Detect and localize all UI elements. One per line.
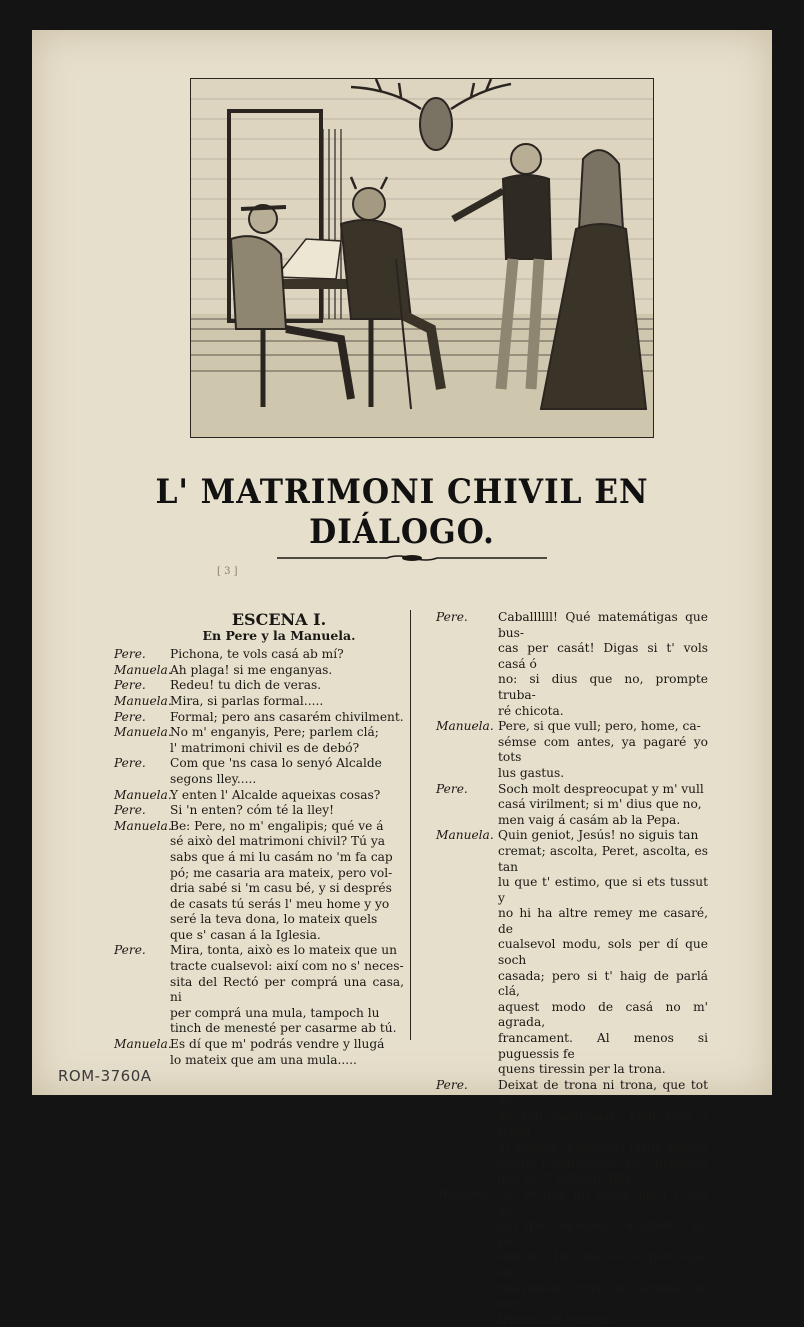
speaker-name: [436, 1218, 498, 1249]
speaker-name: [114, 741, 170, 757]
speaker-name: Manuela.: [436, 828, 494, 843]
dialogue-text: Mira, si parlas formal.....: [170, 693, 324, 708]
dialogue-text: Pichona, te vols casá ab mí?: [170, 647, 344, 662]
dialogue-text: Be: Pere, no m' engalipis; qué ve á: [170, 818, 384, 833]
dialogue-text: cas per casát! Digas si t' vols casá ó: [498, 641, 708, 671]
speaker-name: [114, 897, 170, 913]
speaker-name: [436, 937, 498, 968]
dialogue-text: Com que 'ns casa lo senyó Alcalde: [170, 756, 382, 771]
speaker-name: [436, 1031, 498, 1062]
dialogue-line: [114, 678, 404, 694]
dialogue-text: sabs que á mi lu casám no 'm fa cap: [170, 849, 393, 864]
dialogue-line: [436, 782, 708, 798]
broadside-sheet: [32, 30, 772, 1326]
right-column: [436, 610, 708, 1327]
speaker-name: [114, 834, 170, 850]
speaker-name: [436, 1171, 498, 1187]
dialogue-text: No sé que mi tinch, pero l' cor me: [498, 1186, 708, 1217]
dialogue-line: [436, 1031, 708, 1062]
dialogue-line: [114, 1021, 404, 1037]
dialogue-text: Deixat de trona ni trona, que tot ai-: [498, 1077, 708, 1108]
dialogue-text: Quin geniot, Jesús! no siguis tan: [498, 828, 699, 843]
dialogue-text: segons lley.....: [170, 771, 257, 786]
speaker-name: Pere.: [114, 678, 146, 693]
dialogue-line: [436, 969, 708, 1000]
dialogue-text: al Alcalde, y aqueixa tarde mateix: [498, 1140, 708, 1155]
document-title: L' MATRIMONI CHIVIL EN DIÁLOGO.: [155, 472, 649, 552]
speaker-name: [436, 797, 498, 813]
speaker-name: Pere.: [436, 610, 468, 624]
dialogue-line: [114, 772, 404, 788]
dialogue-line: [114, 694, 404, 710]
dialogue-text: que s' casan á la Iglesia.: [170, 927, 321, 942]
dialogue-text: tinch de menesté per casarme ab tú.: [170, 1021, 397, 1036]
dialogue-line: [436, 797, 708, 813]
dialogue-text: xó son caralladas. Men vaig á trobá: [498, 1109, 708, 1139]
dialogue-line: [114, 647, 404, 663]
speaker-name: [436, 813, 498, 829]
dialogue-line: [114, 897, 404, 913]
speaker-name: [436, 766, 498, 782]
speaker-name: [114, 1006, 170, 1022]
dialogue-text: de casats tú serás l' meu home y yo: [170, 896, 390, 911]
dialogue-line: [436, 1078, 708, 1109]
column-divider: [410, 610, 411, 1040]
dialogue-line: [436, 875, 708, 906]
dialogue-line: [114, 1006, 404, 1022]
left-column: [114, 610, 404, 1068]
ornamental-rule: [277, 554, 547, 562]
speaker-name: [436, 735, 498, 766]
dialogue-text: no: si dius que no, prompte truba-: [498, 672, 708, 702]
speaker-name: Pere.: [114, 709, 146, 724]
dialogue-text: Mira, tonta, això es lo mateix que un: [170, 943, 397, 958]
dialogue-text: aquest modo de casá no m' agrada,: [498, 999, 708, 1030]
speaker-name: [436, 1062, 498, 1078]
dialogue-text: sita del Rectó per comprá una casa, ni: [170, 974, 404, 1005]
speaker-name: [114, 1053, 170, 1069]
speaker-name: Manuela.: [114, 1037, 172, 1052]
speaker-name: Manuela.: [436, 719, 494, 734]
dialogue-line: [436, 1187, 708, 1218]
speaker-name: [436, 1249, 498, 1280]
speaker-name: [114, 928, 170, 944]
dialogue-line: [436, 937, 708, 968]
dialogue-text: trimoni de gossos.: [498, 1311, 612, 1326]
speaker-name: [114, 912, 170, 928]
dialogue-line: [114, 663, 404, 679]
dialogue-line: [114, 788, 404, 804]
speaker-name: [436, 641, 498, 672]
speaker-name: [114, 1021, 170, 1037]
speaker-name: Manuela.: [114, 693, 172, 708]
speaker-name: [114, 772, 170, 788]
dialogue-text: pó; me casaria ara mateix, pero vol-: [170, 865, 393, 880]
dialogue-list-right: [436, 610, 708, 1327]
dialogue-line: [436, 1156, 708, 1172]
dialogue-line: [436, 766, 708, 782]
speaker-name: [436, 704, 498, 720]
speaker-name: [436, 875, 498, 906]
dialogue-text: l' matrimoni chivil es de debó?: [170, 740, 360, 755]
page-number: [ 3 ]: [217, 566, 238, 577]
dialogue-line: [436, 1000, 708, 1031]
dialogue-line: [436, 828, 708, 844]
dialogue-line: [114, 975, 404, 1006]
dialogue-line: [436, 1109, 708, 1140]
dialogue-line: [114, 819, 404, 835]
speaker-name: Manuela.: [114, 725, 172, 740]
dialogue-line: [114, 725, 404, 741]
dialogue-text: cualsevol modu, sols per dí que soch: [498, 937, 708, 968]
dialogue-text: per comprá una mula, tampoch lu: [170, 1005, 380, 1020]
dialogue-line: [114, 834, 404, 850]
speaker-name: Manuela.: [114, 662, 172, 677]
dialogue-text: sémse com antes, ya pagaré yo tots: [498, 734, 708, 765]
speaker-name: Manuela.: [114, 818, 172, 833]
dialogue-text: Y enten l' Alcalde aqueixas cosas?: [170, 787, 381, 802]
dialogue-line: [436, 672, 708, 703]
dialogue-text: diu que aqueixos casaments no po-: [498, 1218, 708, 1248]
dialogue-text: Pere, si que vull; pero, home, ca-: [498, 719, 701, 734]
dialogue-text: no hi ha altre remey me casaré, de: [498, 906, 708, 936]
speaker-name: [436, 1156, 498, 1172]
dialogue-line: [436, 1312, 708, 1327]
dialogue-text: lu que t' estimo, que si ets tussut y: [498, 875, 708, 905]
dialogue-line: [436, 844, 708, 875]
dialogue-text: quens tiressin per la trona.: [498, 1062, 666, 1077]
dialogue-line: [114, 741, 404, 757]
dialogue-text: tracte cualsevol: així com no s' neces-: [170, 959, 404, 974]
dialogue-text: dria sabé si 'm casu bé, y si després: [170, 881, 392, 896]
speaker-name: [436, 844, 498, 875]
dialogue-text: den aná bé. Que sé jo; pero això del: [498, 1249, 708, 1279]
dialogue-line: [114, 881, 404, 897]
speaker-name: Pere.: [114, 756, 146, 771]
speaker-name: Manuela.: [436, 1186, 494, 1201]
dialogue-line: [114, 710, 404, 726]
speaker-name: [436, 1312, 498, 1327]
dialogue-text: casada; pero si t' haig de parlá clá,: [498, 968, 708, 999]
scene-heading: ESCENA I.: [231, 610, 327, 629]
dialogue-text: lo mateix que am una mula.....: [170, 1052, 357, 1067]
speaker-name: [436, 906, 498, 937]
dialogue-line: [436, 1218, 708, 1249]
dialogue-line: [114, 1037, 404, 1053]
dialogue-text: sé això del matrimoni chivil? Tú ya: [170, 834, 386, 849]
dialogue-line: [436, 719, 708, 735]
dialogue-line: [114, 943, 404, 959]
speaker-name: Pere.: [436, 781, 468, 796]
dialogue-list-left: [114, 647, 404, 1068]
dialogue-line: [436, 1140, 708, 1156]
dialogue-line: [114, 912, 404, 928]
dialogue-line: [436, 906, 708, 937]
dialogue-line: [436, 1249, 708, 1280]
dialogue-text: casats y ben casats; yo t' prometo: [498, 1155, 708, 1170]
speaker-name: [436, 1281, 498, 1312]
scene-subheading: En Pere y la Manuela.: [202, 627, 356, 643]
dialogue-text: Es dí que m' podrás vendre y llugá: [170, 1037, 385, 1052]
dialogue-text: men vaig á casám ab la Pepa.: [498, 812, 681, 827]
speaker-name: [436, 1000, 498, 1031]
dialogue-line: [436, 735, 708, 766]
dialogue-line: [436, 1281, 708, 1312]
woodcut-illustration: [190, 78, 654, 438]
speaker-name: Pere.: [114, 803, 146, 818]
dialogue-text: Formal; pero ans casarém chivilment.: [170, 709, 404, 724]
dialogue-line: [114, 803, 404, 819]
speaker-name: [114, 850, 170, 866]
dialogue-text: seré la teva dona, lo mateix quels: [170, 912, 378, 927]
dialogue-text: Ah plaga! si me enganyas.: [170, 662, 333, 677]
dialogue-text: francament. Al menos si puguessis fe: [498, 1031, 708, 1061]
dialogue-line: [436, 610, 708, 641]
dialogue-line: [114, 1053, 404, 1069]
dialogue-line: [436, 704, 708, 720]
dialogue-text: Soch molt despreocupat y m' vull: [498, 781, 704, 796]
speaker-name: [114, 866, 170, 882]
dialogue-line: [436, 1171, 708, 1187]
speaker-name: Pere.: [114, 647, 146, 662]
dialogue-line: [114, 850, 404, 866]
dialogue-text: ré chicota.: [498, 703, 564, 718]
speaker-name: [114, 881, 170, 897]
speaker-name: [436, 672, 498, 703]
dialogue-text: Caballllll! Qué matemátigas que bus-: [498, 610, 708, 640]
dialogue-text: casá virilment; si m' dius que no,: [498, 797, 702, 812]
speaker-name: Pere.: [436, 1077, 468, 1092]
speaker-name: [436, 1109, 498, 1140]
dialogue-text: Si 'n enten? cóm té la lley!: [170, 803, 335, 818]
speaker-name: [436, 1140, 498, 1156]
dialogue-text: Redeu! tu dich de veras.: [170, 678, 322, 693]
dialogue-line: [114, 928, 404, 944]
speaker-name: [114, 975, 170, 1006]
dialogue-line: [436, 641, 708, 672]
dialogue-line: [114, 756, 404, 772]
speaker-name: Manuela.: [114, 787, 172, 802]
speaker-name: [114, 959, 170, 975]
dialogue-text: matrimoni chivil m' sembla un ma-: [498, 1280, 708, 1311]
dialogue-text: cremat; ascolta, Peret, ascolta, es tan: [498, 843, 708, 874]
dialogue-line: [114, 959, 404, 975]
dialogue-line: [436, 813, 708, 829]
catalog-stamp: ROM-3760A: [58, 1067, 152, 1085]
dialogue-text: lus gastus.: [498, 765, 565, 780]
dialogue-text: No m' enganyis, Pere; parlem clá;: [170, 725, 379, 740]
dialogue-line: [436, 1062, 708, 1078]
dialogue-line: [114, 866, 404, 882]
speaker-name: [436, 969, 498, 1000]
dialogue-text: que no t' faltarán fills.: [498, 1171, 635, 1186]
speaker-name: Pere.: [114, 943, 146, 958]
